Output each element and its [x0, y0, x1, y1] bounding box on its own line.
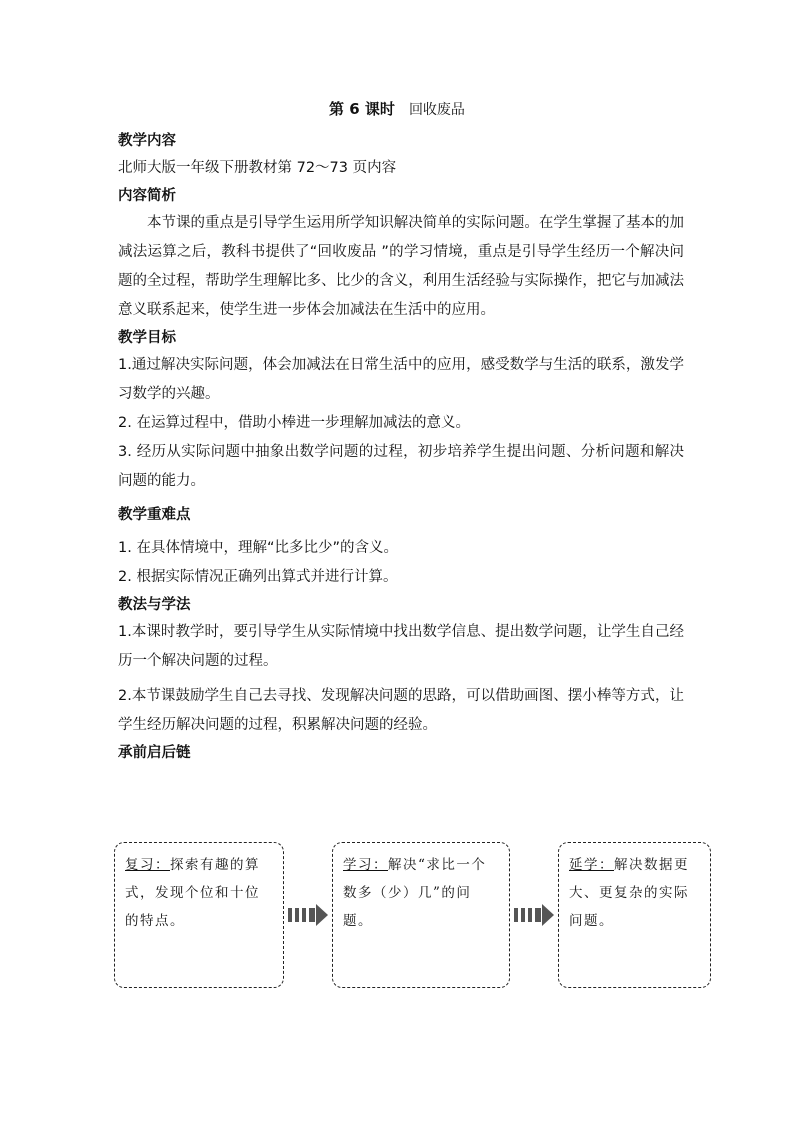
keypoint-item-2: 2. 根据实际情况正确列出算式并进行计算。 [118, 569, 398, 585]
lesson-name: 回收废品 [408, 102, 465, 118]
document-body [118, 128, 684, 766]
heading-teaching-content: 教学内容 [118, 133, 176, 149]
review-box [114, 842, 284, 988]
heading-content-analysis: 内容简析 [118, 188, 176, 204]
lesson-chain-diagram [114, 842, 714, 994]
learn-text: 解决“求比一个数多（少）几”的问题。 [343, 857, 487, 929]
striped-arrow-right-icon [514, 904, 558, 926]
goal-item-3: 3. 经历从实际问题中抽象出数学问题的过程，初步培养学生提出问题、分析问题和解决问题的能力。 [118, 444, 684, 489]
goal-item-2: 2. 在运算过程中，借助小棒进一步理解加减法的意义。 [118, 415, 470, 431]
extend-box [558, 842, 711, 988]
page-title [0, 98, 794, 119]
striped-arrow-right-icon [288, 904, 332, 926]
heading-teaching-goals: 教学目标 [118, 330, 176, 346]
lesson-number: 第 6 课时 [329, 100, 395, 118]
keypoint-item-1: 1. 在具体情境中，理解“比多比少”的含义。 [118, 540, 398, 556]
content-analysis-text: 本节课的重点是引导学生运用所学知识解决简单的实际问题。在学生掌握了基本的加减法运算之后，教科书提供了“回收废品 ”的学习情境，重点是引导学生经历一个解决问题的全过程，帮助学生理解比多、比少的含义，利用生活经验与实际操作，把它与加减法意义联系起来，使学生进一步体会加减法在生活中的应用。 [118, 215, 684, 318]
learn-label: 学习： [343, 857, 388, 873]
method-item-1: 1.本课时教学时，要引导学生从实际情境中找出数学信息、提出数学问题，让学生自己经历一个解决问题的过程。 [118, 624, 684, 669]
review-text: 探索有趣的算式，发现个位和十位的特点。 [125, 857, 260, 929]
goal-item-1: 1.通过解决实际问题，体会加减法在日常生活中的应用，感受数学与生活的联系，激发学习数学的兴趣。 [118, 357, 684, 402]
teaching-content-text: 北师大版一年级下册教材第 72～73 页内容 [118, 160, 397, 176]
heading-key-points: 教学重难点 [118, 507, 191, 523]
extend-text: 解决数据更大、更复杂的实际问题。 [569, 857, 689, 929]
method-item-2: 2.本节课鼓励学生自己去寻找、发现解决问题的思路，可以借助画图、摆小棒等方式，让学生经历解决问题的过程，积累解决问题的经验。 [118, 688, 684, 733]
heading-chain: 承前启后链 [118, 745, 191, 761]
extend-label: 延学： [569, 857, 614, 873]
heading-methods: 教法与学法 [118, 597, 191, 613]
learn-box [332, 842, 510, 988]
review-label: 复习： [125, 857, 170, 873]
